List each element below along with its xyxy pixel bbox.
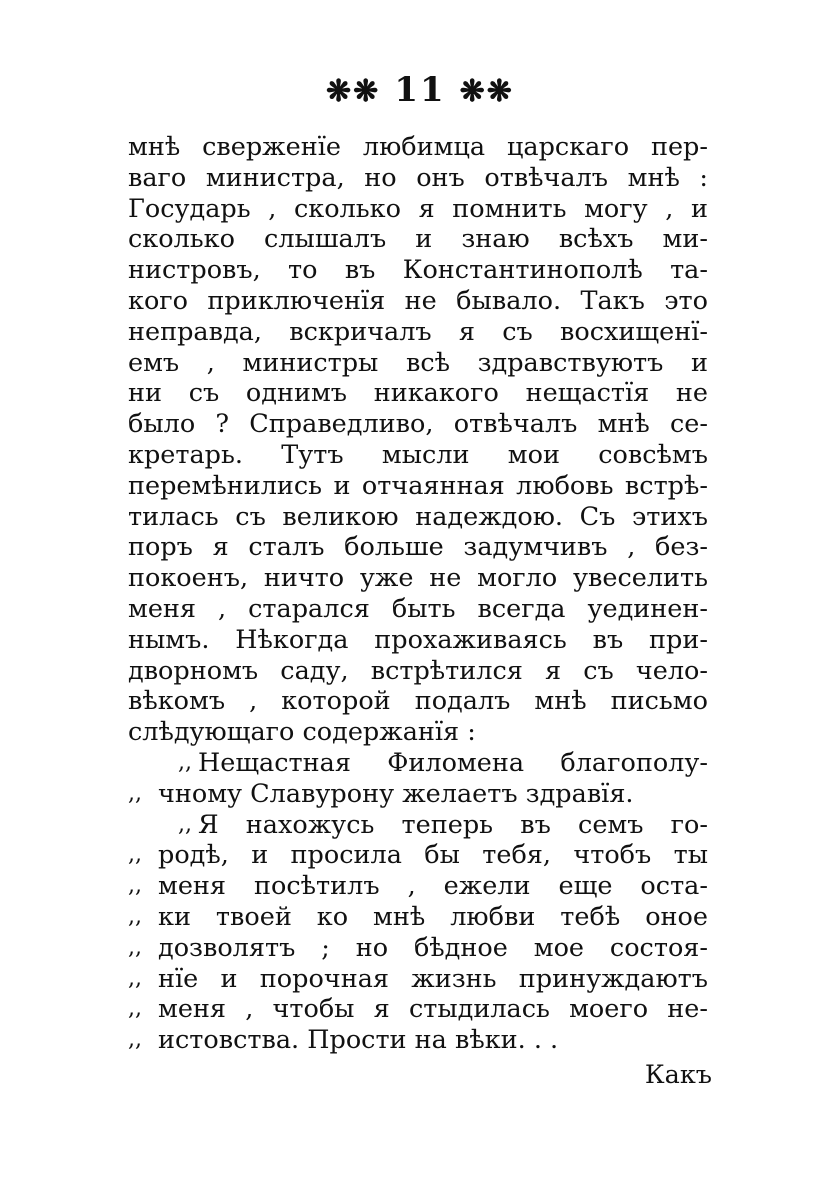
page-number: 11 bbox=[394, 70, 446, 110]
quote-mark: ,, bbox=[128, 965, 142, 991]
text-line: дворномъ саду, встрѣтился я съ чело- bbox=[128, 655, 708, 686]
letter-line bbox=[128, 871, 708, 902]
text-line: перемѣнились и отчаянная любовь встрѣ- bbox=[128, 470, 708, 501]
letter-text: Я нахожусь теперь въ семъ го- bbox=[198, 809, 708, 840]
text-line: меня , старался быть всегда уединен- bbox=[128, 593, 708, 624]
text-line: кого приключенїя не бывало. Такъ это bbox=[128, 285, 708, 316]
letter-line bbox=[128, 933, 708, 964]
text-line: емъ , министры всѣ здравствуютъ и bbox=[128, 347, 708, 378]
letter-text: родѣ, и просила бы тебя, чтобъ ты bbox=[158, 840, 708, 871]
body-text bbox=[128, 132, 708, 1056]
text-line: было ? Справедливо, отвѣчалъ мнѣ се- bbox=[128, 409, 708, 440]
letter-line bbox=[128, 810, 708, 841]
letter-text: нїе и порочная жизнь принуждаютъ bbox=[158, 963, 708, 994]
ornament-right: ❋❋ bbox=[459, 74, 514, 109]
text-line: покоенъ, ничто уже не могло увеселить bbox=[128, 563, 708, 594]
text-line: Государь , сколько я помнить могу , и bbox=[128, 193, 708, 224]
letter-line bbox=[128, 840, 708, 871]
text-line: неправда, вскричалъ я съ восхищенї- bbox=[128, 316, 708, 347]
letter-text: меня , чтобы я стыдилась моего не- bbox=[158, 994, 708, 1025]
text-line: тилась съ великою надеждою. Съ этихъ bbox=[128, 501, 708, 532]
quote-mark: ,, bbox=[128, 873, 142, 899]
catchword: Какъ bbox=[644, 1060, 712, 1090]
letter-text: ки твоей ко мнѣ любви тебѣ оное bbox=[158, 901, 708, 932]
text-line: ваго министра, но онъ отвѣчалъ мнѣ : bbox=[128, 162, 708, 193]
letter-text: Нещастная Филомена благополу- bbox=[198, 747, 708, 778]
text-line: ни съ однимъ никакого нещастїя не bbox=[128, 378, 708, 409]
ornament-left: ❋❋ bbox=[326, 74, 381, 109]
letter-line bbox=[128, 994, 708, 1025]
letter-line bbox=[128, 748, 708, 779]
quote-mark: ,, bbox=[128, 996, 142, 1022]
letter-line bbox=[128, 1025, 708, 1056]
text-line: сколько слышалъ и знаю всѣхъ ми- bbox=[128, 224, 708, 255]
text-line: вѣкомъ , которой подалъ мнѣ письмо bbox=[128, 686, 708, 717]
text-line: поръ я сталъ больше задумчивъ , без- bbox=[128, 532, 708, 563]
letter-line bbox=[128, 964, 708, 995]
page-header bbox=[0, 70, 840, 110]
quote-mark: ,, bbox=[128, 780, 142, 806]
letter-text: чному Славурону желаетъ здравїя. bbox=[158, 778, 634, 809]
quote-mark: ,, bbox=[178, 811, 192, 837]
quote-mark: ,, bbox=[128, 903, 142, 929]
letter-text: дозволятъ ; но бѣдное мое состоя- bbox=[158, 932, 708, 963]
text-line: кретарь. Тутъ мысли мои совсѣмъ bbox=[128, 439, 708, 470]
quote-mark: ,, bbox=[178, 749, 192, 775]
letter-text: истовства. Прости на вѣки. . . bbox=[158, 1025, 559, 1056]
quote-mark: ,, bbox=[128, 1027, 142, 1053]
text-line: слѣдующаго содержанїя : bbox=[128, 717, 476, 748]
quote-mark: ,, bbox=[128, 934, 142, 960]
quote-mark: ,, bbox=[128, 842, 142, 868]
text-line: нымъ. Нѣкогда прохаживаясь въ при- bbox=[128, 624, 708, 655]
letter-text: меня посѣтилъ , ежели еще оста- bbox=[158, 871, 708, 902]
letter-line bbox=[128, 779, 708, 810]
text-line: мнѣ сверженїе любимца царскаго пер- bbox=[128, 132, 708, 162]
letter-line bbox=[128, 902, 708, 933]
text-line: нистровъ, то въ Константинополѣ та- bbox=[128, 255, 708, 286]
